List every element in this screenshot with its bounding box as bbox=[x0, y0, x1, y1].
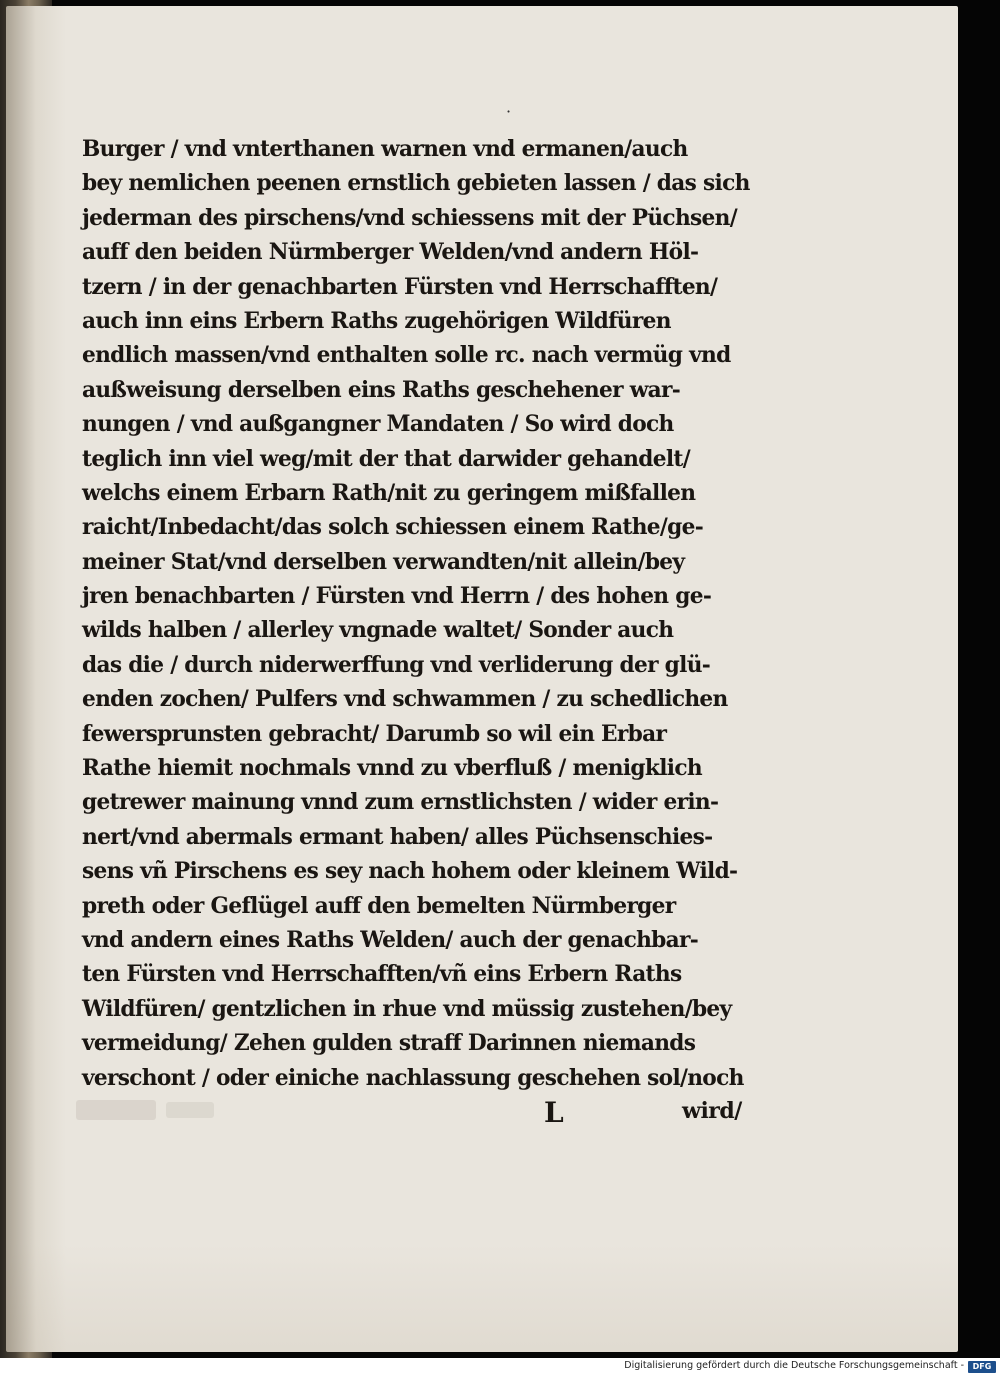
text-line: auch inn eins Erbern Raths zugehörigen Wildfüren bbox=[82, 307, 671, 334]
text-line: Wildfüren/ gentzlichen in rhue vnd müssig zustehen/bey bbox=[82, 995, 732, 1022]
text-line: vermeidung/ Zehen gulden straff Darinnen niemands bbox=[82, 1030, 696, 1057]
text-line: auff den beiden Nürmberger Welden/vnd andern Höl- bbox=[82, 239, 699, 266]
text-line: verschont / oder einiche nachlassung geschehen sol/noch bbox=[82, 1064, 744, 1091]
text-line: nert/vnd abermals ermant haben/ alles Püchsenschies- bbox=[82, 823, 713, 850]
footer-bar bbox=[0, 1358, 1000, 1376]
text-line: meiner Stat/vnd derselben verwandten/nit allein/bey bbox=[82, 548, 685, 575]
text-line: tzern / in der genachbarten Fürsten vnd Herrschafften/ bbox=[82, 273, 718, 300]
text-line: welchs einem Erbarn Rath/nit zu geringem mißfallen bbox=[82, 479, 696, 506]
text-line: das die / durch niderwerffung vnd verliderung der glü- bbox=[82, 651, 711, 678]
text-line: bey nemlichen peenen ernstlich gebieten lassen / das sich bbox=[82, 170, 750, 197]
signature-mark: L bbox=[544, 1096, 564, 1129]
text-line: ten Fürsten vnd Herrschafften/vñ eins Erbern Raths bbox=[82, 961, 682, 988]
text-line: jren benachbarten / Fürsten vnd Herrn / des hohen ge- bbox=[82, 583, 712, 610]
text-line: wilds halben / allerley vngnade waltet/ Sonder auch bbox=[82, 617, 674, 644]
text-line: sens vñ Pirschens es sey nach hohem oder kleinem Wild- bbox=[82, 858, 738, 885]
text-line: getrewer mainung vnnd zum ernstlichsten / wider erin- bbox=[82, 789, 719, 816]
catchword: wird/ bbox=[682, 1098, 742, 1124]
dfg-logo-icon: DFG bbox=[968, 1361, 996, 1373]
text-line: fewersprunsten gebracht/ Darumb so wil ein Erbar bbox=[82, 720, 667, 747]
text-line: preth oder Geflügel auff den bemelten Nürmberger bbox=[82, 892, 676, 919]
faded-stamp bbox=[76, 1100, 156, 1120]
text-line: Rathe hiemit nochmals vnnd zu vberfluß / menigklich bbox=[82, 755, 702, 782]
text-line: vnd andern eines Raths Welden/ auch der genachbar- bbox=[82, 926, 699, 953]
footer-credit: Digitalisierung gefördert durch die Deutsche Forschungsgemeinschaft - bbox=[624, 1360, 964, 1371]
text-line: Burger / vnd vnterthanen warnen vnd ermanen/auch bbox=[82, 136, 688, 162]
text-line: außweisung derselben eins Raths geschehener war- bbox=[82, 376, 681, 403]
text-line: teglich inn viel weg/mit der that darwider gehandelt/ bbox=[82, 445, 690, 472]
text-line: raicht/Inbedacht/das solch schiessen einem Rathe/ge- bbox=[82, 514, 704, 541]
text-block bbox=[82, 132, 782, 1095]
faded-stamp-2 bbox=[166, 1102, 214, 1118]
text-line: enden zochen/ Pulfers vnd schwammen / zu schedlichen bbox=[82, 686, 728, 713]
document-page bbox=[6, 6, 958, 1352]
text-line: endlich massen/vnd enthalten solle rc. nach vermüg vnd bbox=[82, 342, 731, 369]
text-line: jederman des pirschens/vnd schiessens mit der Püchsen/ bbox=[82, 204, 737, 231]
header-mark: · bbox=[506, 102, 512, 121]
text-line: nungen / vnd außgangner Mandaten / So wird doch bbox=[82, 411, 674, 438]
